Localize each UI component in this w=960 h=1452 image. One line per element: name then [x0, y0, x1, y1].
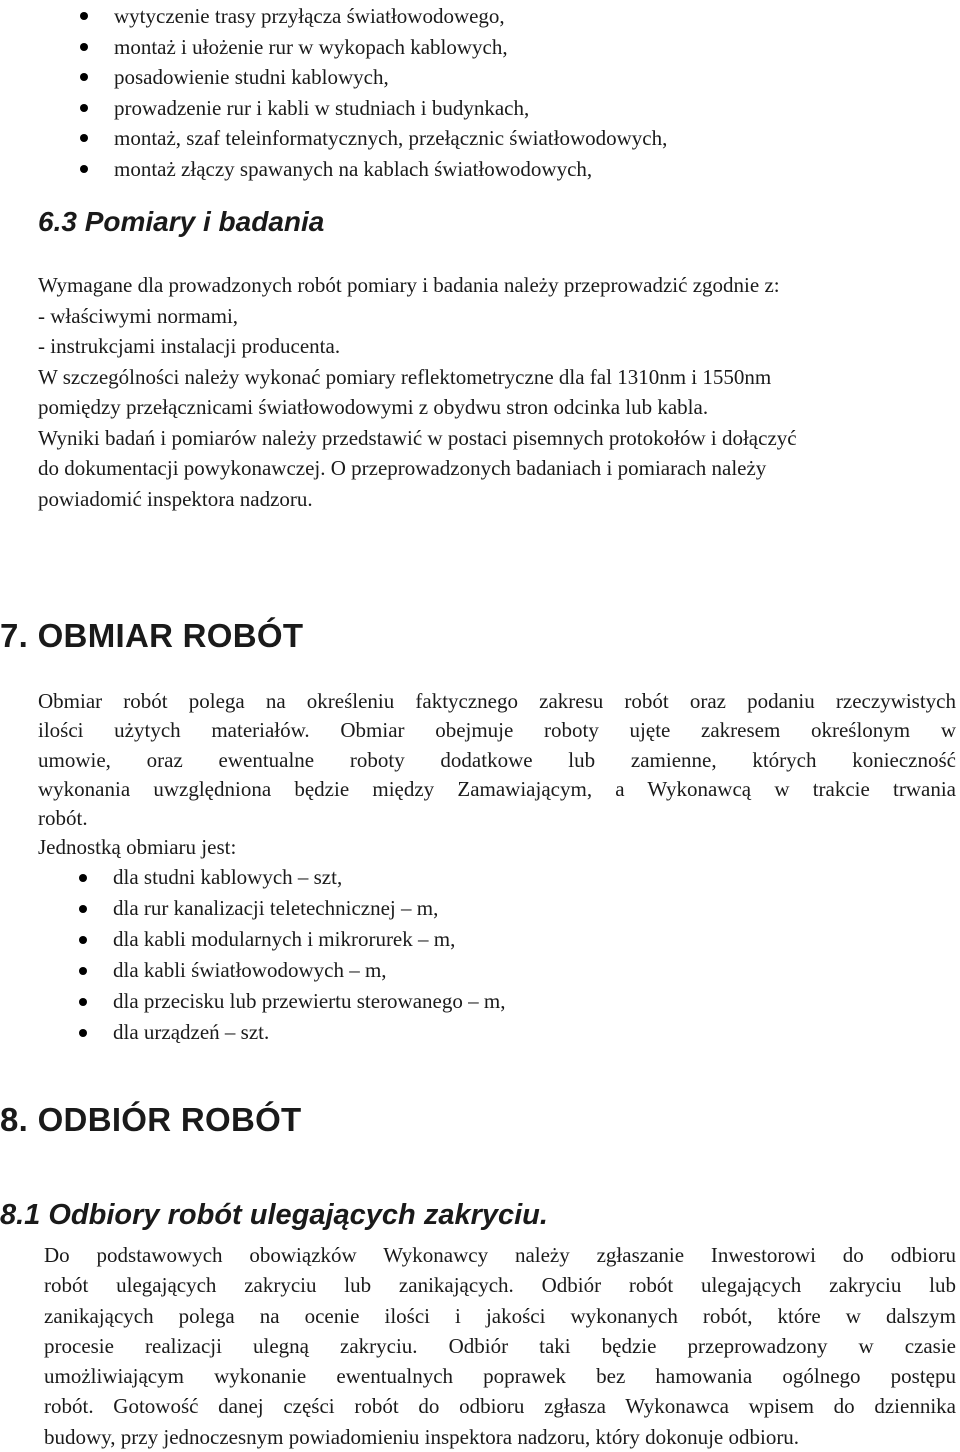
paragraph-line: Obmiar robót polega na określeniu faktycznego zakresu robót oraz podaniu rzeczywistych — [38, 689, 956, 713]
list-item: dla studni kablowych – szt, — [113, 862, 505, 893]
measurement-units-list — [113, 862, 505, 1048]
list-item: montaż, szaf teleinformatycznych, przełącznic światłowodowych, — [114, 123, 667, 154]
list-item: montaż złączy spawanych na kablach światłowodowych, — [114, 154, 667, 185]
list-item: montaż i ułożenie rur w wykopach kablowych, — [114, 32, 667, 63]
scope-bullet-list — [114, 1, 667, 184]
paragraph-line: procesie realizacji ulegną zakryciu. Odbiór taki będzie przeprowadzony w czasie — [44, 1333, 956, 1358]
list-item: dla kabli światłowodowych – m, — [113, 955, 505, 986]
paragraph-line: umowie, oraz ewentualne roboty dodatkowe lub zamienne, których konieczność — [38, 747, 956, 772]
paragraph-line: budowy, przy jednoczesnym powiadomieniu inspektora nadzoru, który dokonuje odbioru. — [44, 1424, 800, 1449]
list-item: dla przecisku lub przewiertu sterowanego – m, — [113, 986, 505, 1017]
paragraph-line: Wyniki badań i pomiarów należy przedstawić w postaci pisemnych protokołów i dołączyć — [38, 425, 797, 450]
paragraph-line: powiadomić inspektora nadzoru. — [38, 486, 313, 511]
section-6-3-body — [38, 270, 797, 514]
section-6-3-heading: 6.3 Pomiary i badania — [38, 206, 325, 237]
paragraph-line: zanikających polega na ocenie ilości i jakości wykonanych robót, które w dalszym — [44, 1303, 956, 1328]
paragraph-line: robót ulegających zakryciu lub zanikających. Odbiór robót ulegających zakryciu lub — [44, 1273, 956, 1298]
list-item: dla kabli modularnych i mikrorurek – m, — [113, 924, 505, 955]
paragraph-line: - instrukcjami instalacji producenta. — [38, 334, 341, 358]
paragraph-line: Wymagane dla prowadzonych robót pomiary i badania należy przeprowadzić zgodnie z: — [38, 273, 780, 297]
section-8-1-heading: 8.1 Odbiory robót ulegających zakryciu. — [0, 1199, 548, 1231]
section-7-body — [38, 687, 956, 863]
paragraph-line: pomiędzy przełącznicami światłowodowymi z obydwu stron odcinka lub kabla. — [38, 395, 709, 419]
list-item: dla urządzeń – szt. — [113, 1017, 505, 1048]
paragraph-line: Jednostką obmiaru jest: — [38, 835, 237, 860]
paragraph-line: do dokumentacji powykonawczej. O przeprowadzonych badaniach i pomiarach należy — [38, 456, 767, 480]
paragraph-line: Do podstawowych obowiązków Wykonawcy należy zgłaszanie Inwestorowi do odbioru — [44, 1243, 956, 1267]
section-8-1-body — [44, 1240, 956, 1452]
paragraph-line: - właściwymi normami, — [38, 303, 239, 328]
list-item: wytyczenie trasy przyłącza światłowodowego, — [114, 1, 667, 32]
paragraph-line: wykonania uwzględniona będzie między Zamawiającym, a Wykonawcą w trakcie trwania — [38, 776, 956, 801]
section-8-heading: 8. ODBIÓR ROBÓT — [0, 1101, 302, 1138]
list-item: dla rur kanalizacji teletechnicznej – m, — [113, 893, 505, 924]
paragraph-line: umożliwiającym wykonanie ewentualnych poprawek bez hamowania ogólnego postępu — [44, 1364, 956, 1389]
paragraph-line: robót. Gotowość danej części robót do odbioru zgłasza Wykonawca wpisem do dziennika — [44, 1394, 956, 1419]
list-item: prowadzenie rur i kabli w studniach i budynkach, — [114, 93, 667, 124]
paragraph-line: robót. — [38, 806, 88, 831]
paragraph-line: W szczególności należy wykonać pomiary reflektometryczne dla fal 1310nm i 1550nm — [38, 364, 772, 389]
list-item: posadowienie studni kablowych, — [114, 62, 667, 93]
paragraph-line: ilości użytych materiałów. Obmiar obejmuje roboty ujęte zakresem określonym w — [38, 718, 956, 743]
section-7-heading: 7. OBMIAR ROBÓT — [0, 617, 304, 654]
